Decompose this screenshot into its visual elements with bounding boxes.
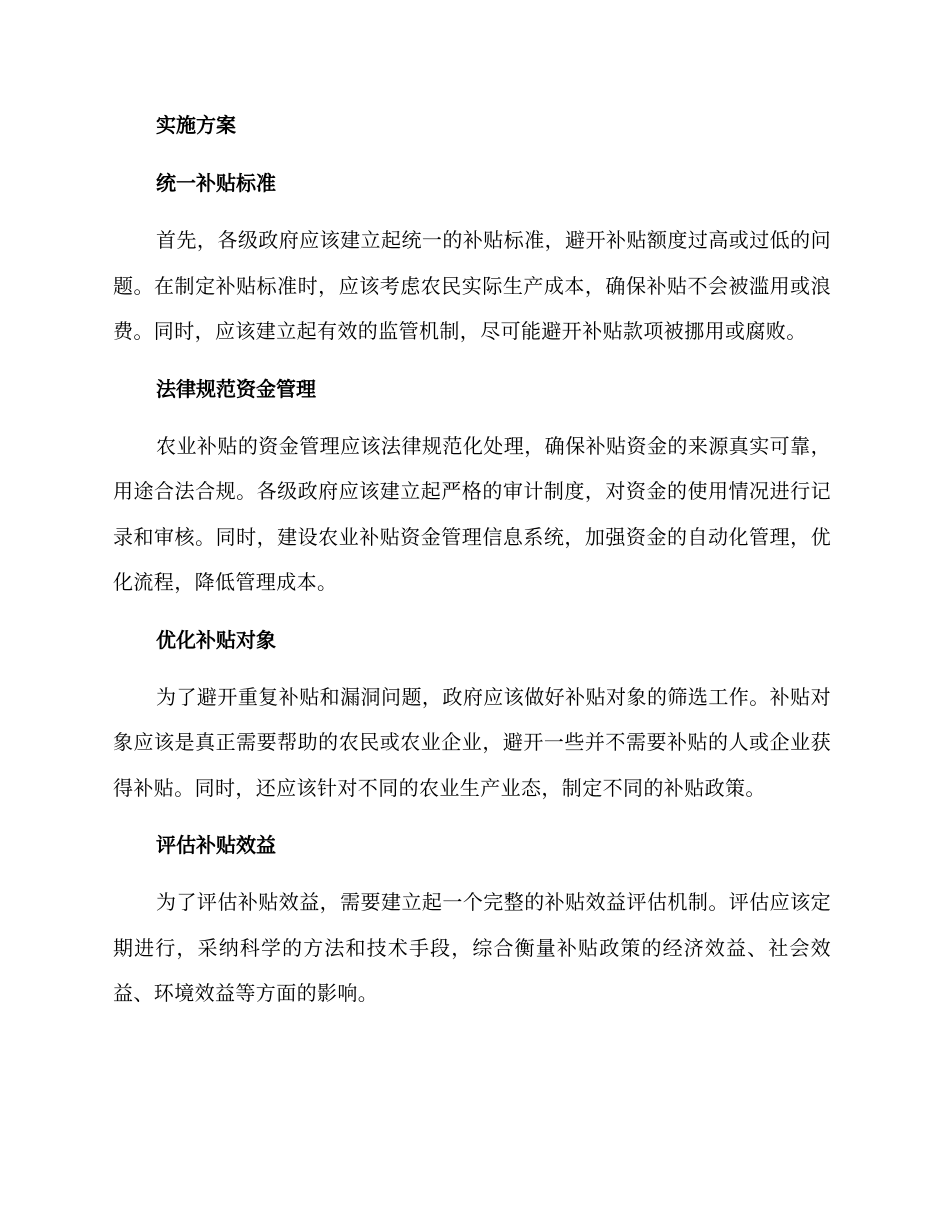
paragraph-fund-management: 农业补贴的资金管理应该法律规范化处理，确保补贴资金的来源真实可靠，用途合法合规。各级政府应该建立起严格的审计制度，对资金的使用情况进行记录和审核。同时，建设农业补贴资金管理信息系统，加强资金的自动化管理，优化流程，降低管理成本。 <box>113 433 831 594</box>
section-title: 实施方案 <box>156 113 236 137</box>
paragraph-optimize-targets: 为了避开重复补贴和漏洞问题，政府应该做好补贴对象的筛选工作。补贴对象应该是真正需要帮助的农民或农业企业，避开一些并不需要补贴的人或企业获得补贴。同时，还应该针对不同的农业生产业态，制定不同的补贴政策。 <box>113 684 831 800</box>
subheading-evaluate-benefits: 评估补贴效益 <box>156 833 276 857</box>
subheading-optimize-targets: 优化补贴对象 <box>156 627 276 652</box>
subheading-unified-standard: 统一补贴标准 <box>156 171 276 195</box>
paragraph-evaluate-benefits: 为了评估补贴效益，需要建立起一个完整的补贴效益评估机制。评估应该定期进行，采纳科学的方法和技术手段，综合衡量补贴政策的经济效益、社会效益、环境效益等方面的影响。 <box>113 890 831 1005</box>
paragraph-unified-standard: 首先，各级政府应该建立起统一的补贴标准，避开补贴额度过高或过低的问题。在制定补贴标准时，应该考虑农民实际生产成本，确保补贴不会被滥用或浪费。同时，应该建立起有效的监管机制，尽可能避开补贴款项被挪用或腐败。 <box>113 228 831 343</box>
document-body <box>113 103 831 1029</box>
subheading-fund-management: 法律规范资金管理 <box>156 376 316 401</box>
